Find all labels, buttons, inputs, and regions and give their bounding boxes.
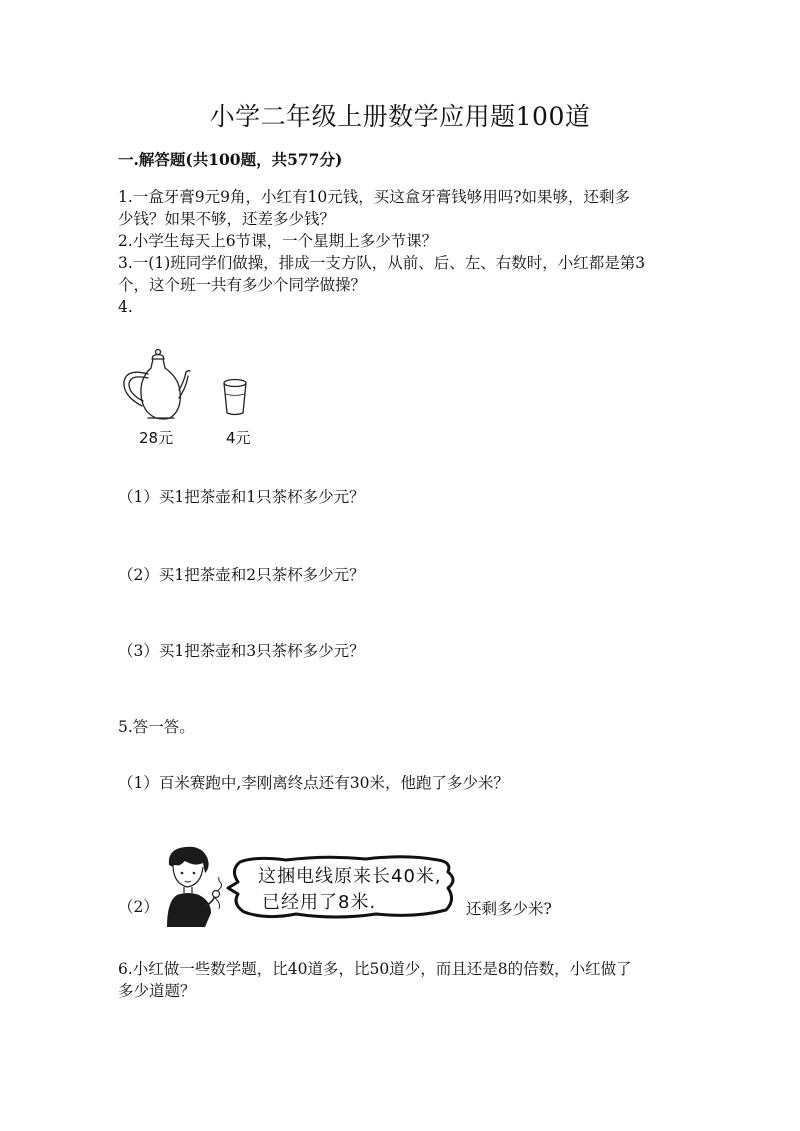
page-title: 小学二年级上册数学应用题100道 bbox=[209, 102, 591, 131]
speech-bubble-line-2: 已经用了8米. bbox=[262, 892, 377, 913]
question-6-line-2: 多少道题？ bbox=[118, 982, 196, 1000]
question-3-line-1: 3.一(1)班同学们做操，排成一支方队，从前、后、左、右数时，小红都是第3 bbox=[118, 254, 646, 272]
question-2: 2.小学生每天上6节课，一个星期上多少节课？ bbox=[118, 232, 438, 250]
question-5-sub-2-label: （2） bbox=[118, 898, 159, 916]
cup-icon bbox=[221, 377, 249, 417]
speech-bubble-line-1: 这捆电线原来长40米, bbox=[258, 866, 442, 887]
cup-price: 4元 bbox=[226, 429, 251, 447]
question-1-line-1: 1.一盒牙膏9元9角，小红有10元钱，买这盒牙膏钱够用吗?如果够，还剩多 bbox=[118, 188, 631, 206]
question-4-sub-1: （1）买1把茶壶和1只茶杯多少元？ bbox=[118, 488, 365, 506]
question-5-heading: 5.答一答。 bbox=[118, 718, 195, 736]
question-1-line-2: 少钱？如果不够，还差多少钱？ bbox=[118, 210, 336, 228]
question-4-sub-2: （2）买1把茶壶和2只茶杯多少元？ bbox=[118, 566, 365, 584]
question-3-line-2: 个，这个班一共有多少个同学做操？ bbox=[118, 276, 367, 294]
section-heading: 一.解答题(共100题，共577分) bbox=[118, 150, 343, 169]
boy-icon bbox=[155, 843, 227, 929]
question-4-sub-3: （3）买1把茶壶和3只茶杯多少元？ bbox=[118, 642, 365, 660]
teapot-icon bbox=[120, 346, 192, 422]
question-6-line-1: 6.小红做一些数学题，比40道多，比50道少，而且还是8的倍数，小红做了 bbox=[118, 960, 632, 978]
teapot-price: 28元 bbox=[139, 429, 174, 447]
question-4-number: 4. bbox=[118, 298, 133, 316]
question-5-sub-1: （1）百米赛跑中,李刚离终点还有30米，他跑了多少米？ bbox=[118, 774, 510, 792]
question-5-sub-2-tail: 还剩多少米? bbox=[466, 900, 552, 918]
